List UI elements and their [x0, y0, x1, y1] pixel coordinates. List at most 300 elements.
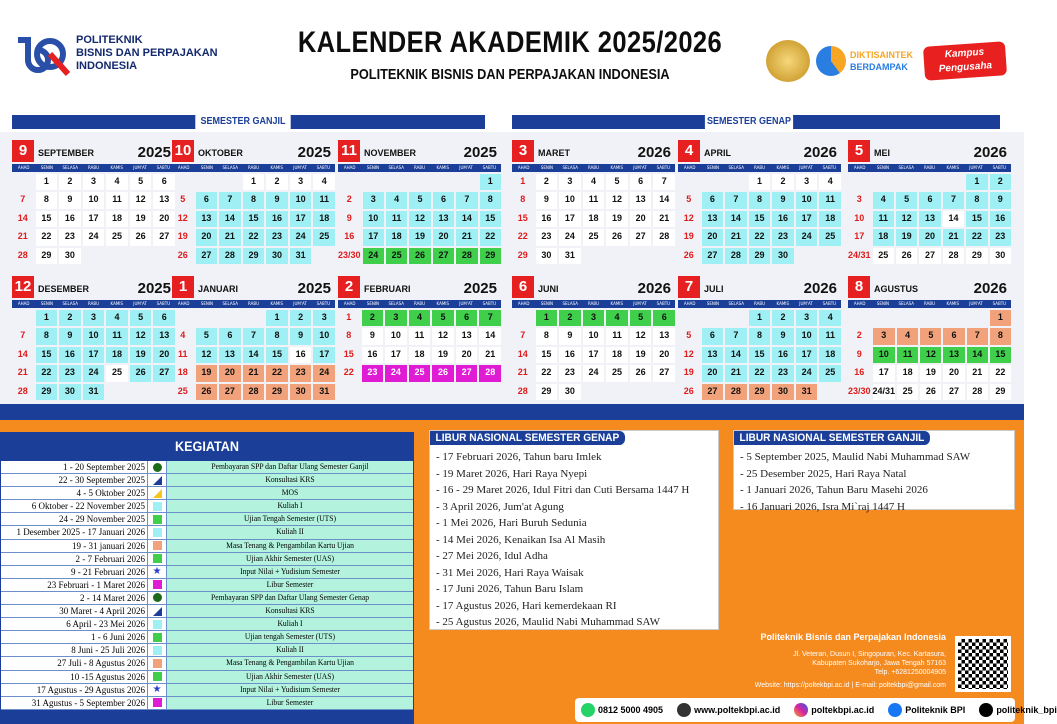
day-cell: 2 [290, 310, 312, 326]
day-cell: 11 [897, 347, 918, 363]
day-cell: 31 [83, 384, 105, 400]
day-cell: 11 [386, 211, 407, 227]
day-cell: 22 [966, 229, 987, 245]
weekday-label: AHAD [683, 301, 696, 306]
day-cell: 26 [896, 248, 917, 264]
weekday-label: SENIN [200, 165, 214, 170]
month-november [338, 140, 501, 264]
day-cell: 12 [683, 348, 694, 359]
logo-line-2: BISNIS DAN PERPAJAKAN [76, 47, 218, 59]
day-cell: 13 [196, 211, 218, 227]
weekday-label: JUM'AT [633, 165, 647, 170]
day-cell: 11 [106, 328, 128, 344]
kegiatan-row [1, 500, 413, 513]
day-cell: 25 [177, 385, 188, 396]
day-cell: 16 [854, 367, 865, 378]
day-cell: 14 [243, 347, 265, 363]
weekday-label: SELASA [898, 301, 914, 306]
day-cell: 20 [702, 365, 724, 381]
day-cell: 20 [702, 229, 724, 245]
day-cell: 19 [630, 347, 652, 363]
day-cell [12, 174, 34, 190]
day-cell: 13 [630, 192, 652, 208]
day-cell: 7 [725, 328, 747, 344]
kegiatan-date: 10 -15 Agustus 2026 [1, 671, 147, 683]
day-cell: 18 [583, 211, 605, 227]
square-icon [153, 672, 162, 681]
legend-cell [147, 513, 167, 525]
day-cell: 17 [313, 347, 335, 363]
day-cell: 10 [559, 192, 581, 208]
weekday-label: SENIN [876, 301, 890, 306]
day-cell: 21 [479, 347, 501, 363]
header [0, 0, 1024, 108]
month-year: 2026 [637, 144, 671, 161]
month-name: SEPTEMBER [38, 148, 95, 158]
day-cell: 4 [313, 174, 335, 190]
day-cell: 3 [385, 310, 407, 326]
footer-web[interactable]: Website: https://poltekbpi.ac.id | E-mail: poltekbpi@gmail.com [754, 682, 946, 689]
kegiatan-activity: Libur Semester [266, 579, 314, 589]
day-cell: 7 [520, 330, 526, 341]
weekday-label: RABU [247, 165, 259, 170]
day-cell: 22 [990, 365, 1011, 381]
day-cell: 7 [725, 192, 747, 208]
day-cell: 17 [363, 229, 384, 245]
day-cell: 5 [606, 174, 628, 190]
day-cell: 19 [606, 211, 628, 227]
day-cell: 26 [683, 249, 694, 260]
month-name: MARET [538, 148, 570, 158]
weekday-label: SELASA [222, 165, 238, 170]
month-header [848, 276, 1011, 300]
day-cell [338, 174, 361, 190]
weekday-label: KAMIS [946, 165, 959, 170]
day-cell: 28 [17, 385, 28, 396]
day-cell: 2 [559, 310, 581, 326]
weekday-label: AHAD [683, 165, 696, 170]
day-cell: 18 [177, 367, 188, 378]
weekday-label: JUM'AT [459, 165, 473, 170]
month-year: 2025 [137, 280, 171, 297]
weekday-label: SELASA [62, 301, 78, 306]
day-cell: 26 [630, 365, 652, 381]
month-desember [12, 276, 175, 400]
day-cell: 20 [653, 347, 675, 363]
day-cell: 25 [897, 384, 918, 400]
day-cell: 3 [873, 328, 896, 344]
kegiatan-activity: Input Nilai + Yudisium Semester [240, 566, 340, 576]
day-cell: 11 [819, 328, 841, 344]
day-cell: 29 [749, 384, 771, 400]
day-grid [512, 172, 675, 264]
day-cell: 6 [196, 192, 218, 208]
day-cell [848, 310, 871, 326]
libur-genap-panel [429, 430, 719, 630]
day-cell: 27 [630, 229, 652, 245]
legend-cell [147, 605, 167, 617]
day-cell: 18 [873, 229, 894, 245]
kegiatan-row [1, 461, 413, 474]
weekday-label: KAMIS [776, 301, 789, 306]
dikti-icon [816, 46, 846, 76]
day-cell: 22 [536, 365, 558, 381]
month-header [172, 140, 335, 164]
day-cell: 24/31 [873, 384, 896, 400]
day-cell: 8 [243, 192, 265, 208]
day-cell: 7 [967, 328, 988, 344]
page-subtitle: POLITEKNIK BISNIS DAN PERPAJAKAN INDONESIA [350, 66, 670, 83]
tiktok-link[interactable] [979, 703, 1057, 717]
day-cell: 3 [559, 174, 581, 190]
day-cell: 24 [559, 229, 581, 245]
day-cell: 29 [990, 384, 1011, 400]
day-cell: 15 [536, 347, 558, 363]
day-cell [313, 248, 335, 264]
day-cell: 25 [819, 229, 841, 245]
month-number: 8 [848, 276, 870, 298]
month-year: 2025 [463, 144, 497, 161]
day-cell: 27 [919, 248, 940, 264]
logo-line-3: INDONESIA [76, 60, 138, 72]
day-cell: 11 [606, 328, 628, 344]
legend-cell [147, 500, 167, 512]
holiday-item: - 17 Februari 2026, Tahun baru Imlek [436, 451, 602, 463]
day-cell: 9 [59, 192, 81, 208]
day-cell: 13 [919, 211, 940, 227]
day-cell: 10 [363, 211, 384, 227]
weekday-label: KAMIS [776, 165, 789, 170]
day-cell [243, 310, 265, 326]
day-cell: 6 [456, 310, 478, 326]
day-cell: 26 [130, 229, 152, 245]
dikti-line-2: BERDAMPAK [850, 62, 908, 72]
holiday-item: - 17 Agustus 2026, Hari kemerdekaan RI [436, 599, 617, 612]
weekday-label: RABU [87, 301, 99, 306]
day-cell: 3 [290, 174, 312, 190]
facebook-icon [888, 703, 902, 717]
legend-cell [147, 592, 167, 604]
day-cell: 27 [653, 365, 675, 381]
day-cell [630, 248, 652, 264]
day-cell: 21 [725, 229, 747, 245]
day-cell: 23/30 [338, 249, 361, 260]
day-cell [943, 310, 964, 326]
day-cell: 23 [362, 365, 384, 381]
day-cell: 13 [653, 328, 675, 344]
month-number: 12 [12, 276, 34, 298]
weekday-label: SENIN [706, 165, 720, 170]
day-cell: 8 [36, 192, 58, 208]
weekday-label: KAMIS [436, 301, 449, 306]
holiday-item: - 1 Januari 2026, Tahun Baru Masehi 2026 [740, 484, 928, 496]
month-name: JANUARI [198, 284, 239, 294]
day-cell: 13 [219, 347, 241, 363]
weekday-label: SABTU [656, 165, 671, 170]
day-cell: 14 [479, 328, 501, 344]
day-cell: 1 [346, 312, 352, 322]
day-cell: 25 [606, 365, 628, 381]
kegiatan-date: 1 Desember 2025 - 17 Januari 2026 [1, 526, 147, 538]
day-cell [606, 248, 628, 264]
day-cell: 25 [583, 229, 605, 245]
day-cell: 30 [266, 248, 288, 264]
day-cell [196, 310, 218, 326]
month-header [338, 276, 501, 300]
day-cell: 7 [456, 192, 477, 208]
day-cell: 27 [153, 365, 175, 381]
weekday-label: SENIN [200, 301, 214, 306]
day-cell: 21 [967, 365, 988, 381]
day-cell: 12 [432, 328, 454, 344]
kegiatan-activity: Masa Tenang & Pengambilan Kartu Ujian [226, 540, 354, 550]
month-name: JULI [704, 284, 724, 294]
day-cell: 28 [243, 384, 265, 400]
weekday-label: SABTU [316, 165, 331, 170]
weekday-label: SABTU [822, 301, 837, 306]
facebook-text: Politeknik BPI [905, 705, 966, 715]
kegiatan-date: 2 - 7 Februari 2026 [1, 553, 147, 565]
kegiatan-row [1, 540, 413, 553]
weekday-label: JUM'AT [969, 165, 983, 170]
kegiatan-date: 30 Maret - 4 April 2026 [1, 605, 147, 617]
kegiatan-activity: Ujian Akhir Semester (UAS) [245, 553, 335, 563]
day-cell: 17 [796, 211, 818, 227]
day-cell: 22 [480, 229, 501, 245]
month-header [678, 276, 841, 300]
day-cell: 19 [130, 211, 152, 227]
kegiatan-activity: Kuliah II [276, 645, 304, 655]
kegiatan-activity: Konsultasi KRS [265, 475, 315, 485]
day-grid [338, 308, 501, 400]
day-cell: 16 [559, 347, 581, 363]
holiday-item: - 25 Agustus 2026, Maulid Nabi Muhammad SAW [436, 616, 660, 628]
libur-genap-title: LIBUR NASIONAL SEMESTER GENAP [430, 431, 625, 445]
day-cell: 20 [630, 211, 652, 227]
day-cell: 14 [517, 348, 528, 359]
day-cell: 2 [772, 174, 794, 190]
weekday-label: AHAD [177, 165, 190, 170]
day-cell: 4 [583, 174, 605, 190]
weekday-label: AHAD [177, 301, 190, 306]
day-cell: 5 [432, 310, 454, 326]
kegiatan-date: 2 - 14 Maret 2026 [1, 592, 147, 604]
day-cell: 27 [196, 248, 218, 264]
day-grid [172, 308, 335, 400]
day-cell [219, 310, 241, 326]
day-cell: 9 [290, 328, 312, 344]
weekday-label: RABU [753, 165, 765, 170]
kegiatan-activity: MOS [281, 488, 299, 498]
day-cell: 8 [36, 328, 58, 344]
month-number: 7 [678, 276, 700, 298]
day-cell: 11 [313, 192, 335, 208]
kegiatan-activity: Konsultasi KRS [265, 606, 315, 616]
libur-ganjil-panel [733, 430, 1015, 513]
star-icon: ★ [152, 684, 162, 696]
day-cell: 23 [59, 229, 81, 245]
day-cell: 11 [409, 328, 431, 344]
day-cell: 18 [106, 211, 128, 227]
day-cell: 22 [749, 229, 771, 245]
day-cell: 20 [433, 229, 454, 245]
weekday-label: SABTU [822, 165, 837, 170]
day-cell: 6 [919, 192, 940, 208]
legend-cell [147, 644, 167, 656]
day-cell: 8 [520, 194, 526, 205]
day-cell: 25 [819, 365, 841, 381]
day-cell: 16 [344, 231, 355, 242]
day-cell: 23 [290, 365, 312, 381]
day-cell: 17 [873, 365, 896, 381]
day-cell: 16 [536, 211, 558, 227]
day-cell [943, 174, 964, 190]
day-cell: 19 [683, 231, 694, 242]
day-cell [409, 384, 431, 400]
kegiatan-date: 24 - 29 November 2025 [1, 513, 147, 525]
day-cell [725, 174, 747, 190]
day-cell: 18 [606, 347, 628, 363]
footer-info [690, 632, 946, 690]
kegiatan-date: 6 Oktober - 22 November 2025 [1, 500, 147, 512]
instagram-icon [794, 703, 808, 717]
month-name: APRIL [704, 148, 731, 158]
day-cell: 8 [749, 192, 771, 208]
weekday-label: SELASA [728, 301, 744, 306]
month-juni [512, 276, 675, 400]
day-cell: 15 [749, 211, 771, 227]
day-cell: 15 [749, 347, 771, 363]
month-year: 2025 [463, 280, 497, 297]
weekday-label: KAMIS [110, 301, 123, 306]
day-cell: 24 [796, 229, 818, 245]
holiday-item: - 16 Januari 2026, Isra Mi`raj 1447 H [740, 500, 905, 513]
day-cell: 12 [630, 328, 652, 344]
kegiatan-row [1, 671, 413, 684]
footer-name: Politeknik Bisnis dan Perpajakan Indonesia [760, 632, 946, 642]
day-cell: 17 [83, 211, 105, 227]
day-cell: 28 [653, 229, 675, 245]
kegiatan-row [1, 631, 413, 644]
facebook-link[interactable] [888, 703, 965, 717]
month-header [338, 140, 501, 164]
day-cell [967, 310, 988, 326]
day-cell: 1 [266, 310, 288, 326]
kegiatan-list [1, 461, 413, 710]
weekday-label: KAMIS [946, 301, 959, 306]
day-cell: 3 [363, 192, 384, 208]
weekday-label: SABTU [482, 165, 497, 170]
month-number: 6 [512, 276, 534, 298]
day-cell: 25 [313, 229, 335, 245]
day-cell: 14 [219, 211, 241, 227]
month-year: 2026 [973, 144, 1007, 161]
day-cell [896, 174, 917, 190]
weekday-label: AHAD [343, 165, 356, 170]
square-icon [153, 502, 162, 511]
day-cell: 14 [943, 211, 964, 227]
weekday-label: RABU [413, 165, 425, 170]
legend-cell [147, 487, 167, 499]
whatsapp-icon [581, 703, 595, 717]
kegiatan-activity: Kuliah I [277, 501, 303, 511]
day-cell: 22 [36, 229, 58, 245]
day-cell [678, 174, 700, 190]
day-cell: 1 [36, 174, 58, 190]
weekday-label: RABU [87, 165, 99, 170]
kegiatan-activity: Ujian tengah Semester (UTS) [244, 632, 336, 642]
day-cell: 18 [897, 365, 918, 381]
square-icon [153, 554, 162, 563]
weekday-label: JUM'AT [293, 165, 307, 170]
weekday-label: RABU [413, 301, 425, 306]
kegiatan-date: 19 - 31 januari 2026 [1, 540, 147, 552]
legend-cell [147, 631, 167, 643]
day-cell: 1 [749, 310, 771, 326]
day-cell: 4 [819, 310, 841, 326]
day-cell: 20 [219, 365, 241, 381]
day-cell: 9 [536, 192, 558, 208]
weekday-label: RABU [753, 301, 765, 306]
day-cell: 2 [346, 194, 352, 205]
month-year: 2026 [803, 280, 837, 297]
day-cell: 12 [920, 347, 941, 363]
weekday-row [172, 300, 335, 308]
day-cell [172, 310, 194, 326]
instagram-link[interactable] [794, 703, 874, 717]
day-cell: 4 [386, 192, 407, 208]
day-cell: 7 [653, 174, 675, 190]
whatsapp-link[interactable] [581, 703, 663, 717]
day-cell [848, 174, 871, 190]
instagram-text: poltekbpi.ac.id [811, 705, 875, 715]
day-cell: 9 [559, 328, 581, 344]
weekday-row [512, 300, 675, 308]
kegiatan-row [1, 566, 413, 579]
day-cell [385, 384, 407, 400]
month-name: MEI [874, 148, 891, 158]
day-cell: 18 [386, 229, 407, 245]
day-cell: 17 [854, 231, 865, 242]
day-cell: 24 [83, 365, 105, 381]
day-cell: 29 [749, 248, 771, 264]
day-cell: 26 [920, 384, 941, 400]
footer-address-2: Kabupaten Sukoharjo, Jawa Tengah 57163 [812, 660, 946, 667]
day-cell: 11 [583, 192, 605, 208]
day-cell: 21 [653, 211, 675, 227]
day-cell: 21 [17, 367, 28, 378]
day-cell: 5 [686, 330, 692, 341]
day-cell: 29 [536, 384, 558, 400]
libur-ganjil-list [740, 449, 970, 515]
day-cell: 16 [59, 347, 81, 363]
day-cell: 4 [106, 174, 128, 190]
website-link[interactable] [677, 703, 780, 717]
day-cell: 27 [219, 384, 241, 400]
day-cell: 21 [725, 365, 747, 381]
weekday-label: SABTU [992, 165, 1007, 170]
day-cell: 28 [219, 248, 241, 264]
month-februari [338, 276, 501, 400]
kegiatan-panel [0, 432, 414, 724]
weekday-label: SENIN [706, 301, 720, 306]
month-header [12, 140, 175, 164]
day-cell: 27 [702, 384, 724, 400]
weekday-label: AHAD [17, 165, 30, 170]
month-year: 2026 [973, 280, 1007, 297]
day-cell: 8 [480, 192, 501, 208]
day-cell: 13 [943, 347, 964, 363]
